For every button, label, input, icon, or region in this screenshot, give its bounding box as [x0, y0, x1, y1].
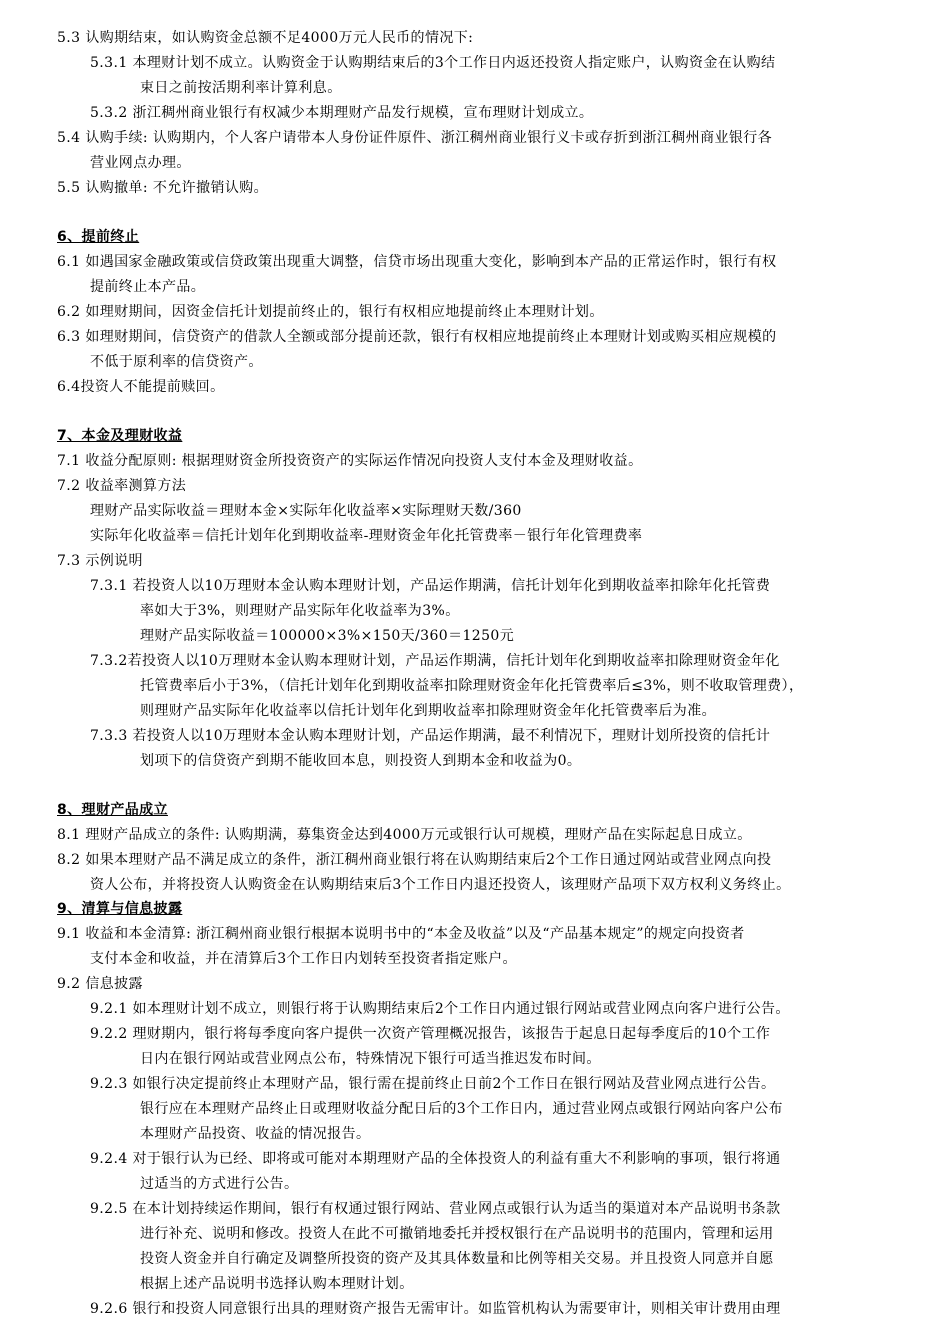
- para-7-3-2-cont: 托管费率后小于3%，（信托计划年化到期收益率扣除理财资金年化托管费率后≤3%，则不收取管理费），: [140, 678, 804, 694]
- para-7-3-3: 7.3.3 若投资人以10万理财本金认购本理财计划，产品运作期满，最不利情况下，理财计划所投资的信托计: [90, 728, 771, 744]
- para-9-2-3-cont2: 本理财产品投资、收益的情况报告。: [140, 1126, 371, 1142]
- para-7-3-1: 7.3.1 若投资人以10万理财本金认购本理财计划，产品运作期满，信托计划年化到期收益率扣除年化托管费: [90, 578, 771, 594]
- para-9-2-1: 9.2.1 如本理财计划不成立，则银行将于认购期结束后2个工作日内通过银行网站或营业网点向客户进行公告。: [90, 1001, 790, 1017]
- para-5-4: 5.4 认购手续: 认购期内，个人客户请带本人身份证件原件、浙江稠州商业银行义卡或存折到浙江稠州商业银行各: [57, 130, 773, 146]
- para-8-1: 8.1 理财产品成立的条件: 认购期满，募集资金达到4000万元或银行认可规模，理财产品在实际起息日成立。: [57, 827, 752, 843]
- para-7-3-3-cont: 划项下的信贷资产到期不能收回本息，则投资人到期本金和收益为0。: [140, 753, 582, 769]
- para-5-4-cont: 营业网点办理。: [90, 155, 191, 171]
- para-9-2-2-cont: 日内在银行网站或营业网点公布，特殊情况下银行可适当推迟发布时间。: [140, 1051, 601, 1067]
- section-heading-8: 8、理财产品成立: [57, 802, 168, 818]
- para-9-2-3-cont: 银行应在本理财产品终止日或理财收益分配日后的3个工作日内，通过营业网点或银行网站向客户公布: [140, 1101, 783, 1117]
- para-9-2-4: 9.2.4 对于银行认为已经、即将或可能对本期理财产品的全体投资人的利益有重大不利影响的事项，银行将通: [90, 1151, 781, 1167]
- formula-annual-rate: 实际年化收益率＝信托计划年化到期收益率-理财资金年化托管费率－银行年化管理费率: [90, 528, 643, 544]
- para-9-1-cont: 支付本金和收益，并在清算后3个工作日内划转至投资者指定账户。: [90, 951, 517, 967]
- para-6-1: 6.1 如遇国家金融政策或信贷政策出现重大调整，信贷市场出现重大变化，影响到本产品的正常运作时，银行有权: [57, 254, 777, 270]
- para-6-2: 6.2 如理财期间，因资金信托计划提前终止的，银行有权相应地提前终止本理财计划。: [57, 304, 604, 320]
- para-9-2-2: 9.2.2 理财期内，银行将每季度向客户提供一次资产管理概况报告，该报告于起息日起每季度后的10个工作: [90, 1026, 771, 1042]
- para-8-2: 8.2 如果本理财产品不满足成立的条件，浙江稠州商业银行将在认购期结束后2个工作日通过网站或营业网点向投: [57, 852, 772, 868]
- para-7-3: 7.3 示例说明: [57, 553, 143, 569]
- para-6-1-cont: 提前终止本产品。: [90, 279, 206, 295]
- example-calculation: 理财产品实际收益＝100000×3%×150天/360＝1250元: [140, 628, 515, 644]
- para-5-3-1: 5.3.1 本理财计划不成立。认购资金于认购期结束后的3个工作日内返还投资人指定账户，认购资金在认购结: [90, 55, 776, 71]
- section-heading-9: 9、清算与信息披露: [57, 901, 183, 917]
- para-6-3-cont: 不低于原利率的信贷资产。: [90, 354, 263, 370]
- para-9-2-5-cont: 进行补充、说明和修改。投资人在此不可撤销地委托并授权银行在产品说明书的范围内，管理和运用: [140, 1226, 774, 1242]
- formula-actual-income: 理财产品实际收益＝理财本金×实际年化收益率×实际理财天数/360: [90, 503, 522, 519]
- para-7-3-1-cont: 率如大于3%，则理财产品实际年化收益率为3%。: [140, 603, 460, 619]
- section-heading-6: 6、提前终止: [57, 229, 140, 245]
- para-7-1: 7.1 收益分配原则: 根据理财资金所投资资产的实际运作情况向投资人支付本金及理财收益。: [57, 453, 643, 469]
- para-9-2: 9.2 信息披露: [57, 976, 143, 992]
- para-6-4: 6.4投资人不能提前赎回。: [57, 379, 225, 395]
- para-9-2-5-cont3: 根据上述产品说明书选择认购本理财计划。: [140, 1276, 414, 1292]
- para-7-3-2: 7.3.2若投资人以10万理财本金认购本理财计划，产品运作期满，信托计划年化到期收益率扣除理财资金年化: [90, 653, 780, 669]
- para-5-3-1-cont: 束日之前按活期利率计算利息。: [140, 80, 342, 96]
- section-heading-7: 7、本金及理财收益: [57, 428, 183, 444]
- para-7-3-2-cont2: 则理财产品实际年化收益率以信托计划年化到期收益率扣除理财资金年化托管费率后为准。: [140, 703, 716, 719]
- para-9-2-6: 9.2.6 银行和投资人同意银行出具的理财资产报告无需审计。如监管机构认为需要审计，则相关审计费用由理: [90, 1301, 781, 1317]
- para-5-3: 5.3 认购期结束，如认购资金总额不足4000万元人民币的情况下:: [57, 30, 474, 46]
- para-5-3-2: 5.3.2 浙江稠州商业银行有权减少本期理财产品发行规模，宣布理财计划成立。: [90, 105, 594, 121]
- para-9-2-4-cont: 过适当的方式进行公告。: [140, 1176, 299, 1192]
- para-5-5: 5.5 认购撤单: 不允许撤销认购。: [57, 180, 269, 196]
- para-8-2-cont: 资人公布，并将投资人认购资金在认购期结束后3个工作日内退还投资人，该理财产品项下双方权利义务终止。: [90, 877, 791, 893]
- para-9-2-5: 9.2.5 在本计划持续运作期间，银行有权通过银行网站、营业网点或银行认为适当的渠道对本产品说明书条款: [90, 1201, 781, 1217]
- para-9-1: 9.1 收益和本金清算: 浙江稠州商业银行根据本说明书中的“本金及收益”以及“产品基本规定”的规定向投资者: [57, 926, 745, 942]
- para-9-2-5-cont2: 投资人资金并自行确定及调整所投资的资产及其具体数量和比例等相关交易。并且投资人同意并自愿: [140, 1251, 774, 1267]
- para-6-3: 6.3 如理财期间，信贷资产的借款人全额或部分提前还款，银行有权相应地提前终止本理财计划或购买相应规模的: [57, 329, 777, 345]
- para-7-2: 7.2 收益率测算方法: [57, 478, 187, 494]
- para-9-2-3: 9.2.3 如银行决定提前终止本理财产品，银行需在提前终止日前2个工作日在银行网站及营业网点进行公告。: [90, 1076, 776, 1092]
